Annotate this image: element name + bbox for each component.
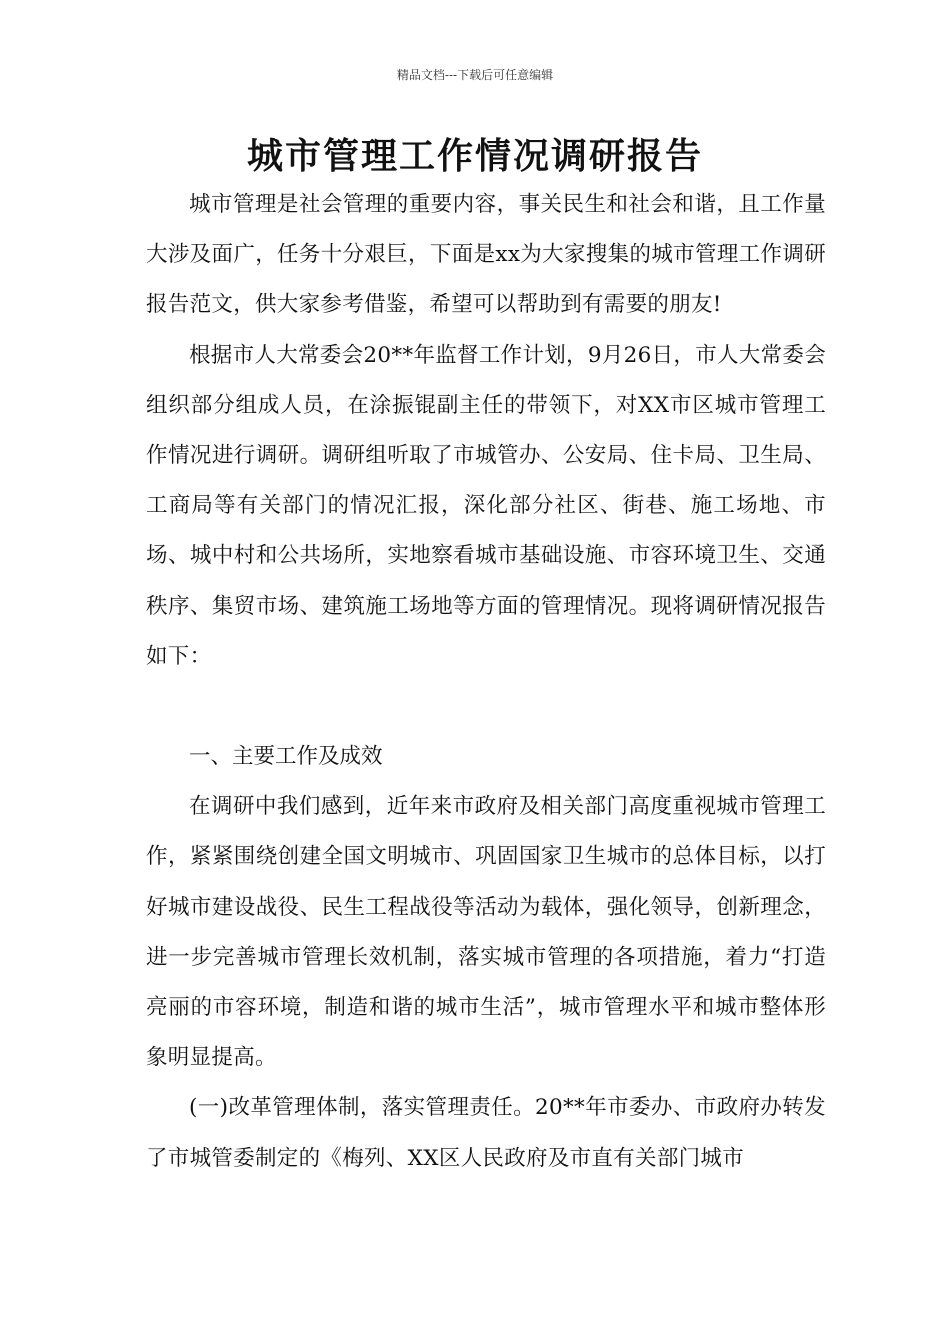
section-paragraph: 在调研中我们感到，近年来市政府及相关部门高度重视城市管理工作，紧紧围绕创建全国文明城市、巩固国家卫生城市的总体目标，以打好城市建设战役、民生工程战役等活动为载体，强化领导，创新理念，进一步完善城市管理长效机制，落实城市管理的各项措施，着力“打造亮丽的市容环境，制造和谐的城市生活”，城市管理水平和城市整体形象明显提高。 — [146, 794, 826, 1071]
document-body — [146, 180, 826, 1184]
blank-line — [146, 682, 826, 732]
page-header: 精品文档---下载后可任意编辑 — [396, 68, 554, 82]
background-paragraph: 根据市人大常委会20**年监督工作计划，9月26日，市人大常委会组织部分组成人员，在涂振锟副主任的带领下，对XX市区城市管理工作情况进行调研。调研组听取了市城管办、公安局、住卡局、卫生局、工商局等有关部门的情况汇报，深化部分社区、街巷、施工场地、市场、城中村和公共场所，实地察看城市基础设施、市容环境卫生、交通秩序、集贸市场、建筑施工场地等方面的管理情况。现将调研情况报告如下： — [146, 342, 826, 669]
subsection-paragraph: (一)改革管理体制，落实管理责任。20**年市委办、市政府办转发了市城管委制定的《梅列、XX区人民政府及市直有关部门城市 — [146, 1095, 826, 1171]
intro-paragraph: 城市管理是社会管理的重要内容，事关民生和社会和谐，且工作量大涉及面广，任务十分艰巨，下面是xx为大家搜集的城市管理工作调研报告范文，供大家参考借鉴，希望可以帮助到有需要的朋友! — [146, 192, 826, 318]
document-title: 城市管理工作情况调研报告 — [246, 136, 703, 177]
section-heading: 一、主要工作及成效 — [189, 744, 383, 770]
